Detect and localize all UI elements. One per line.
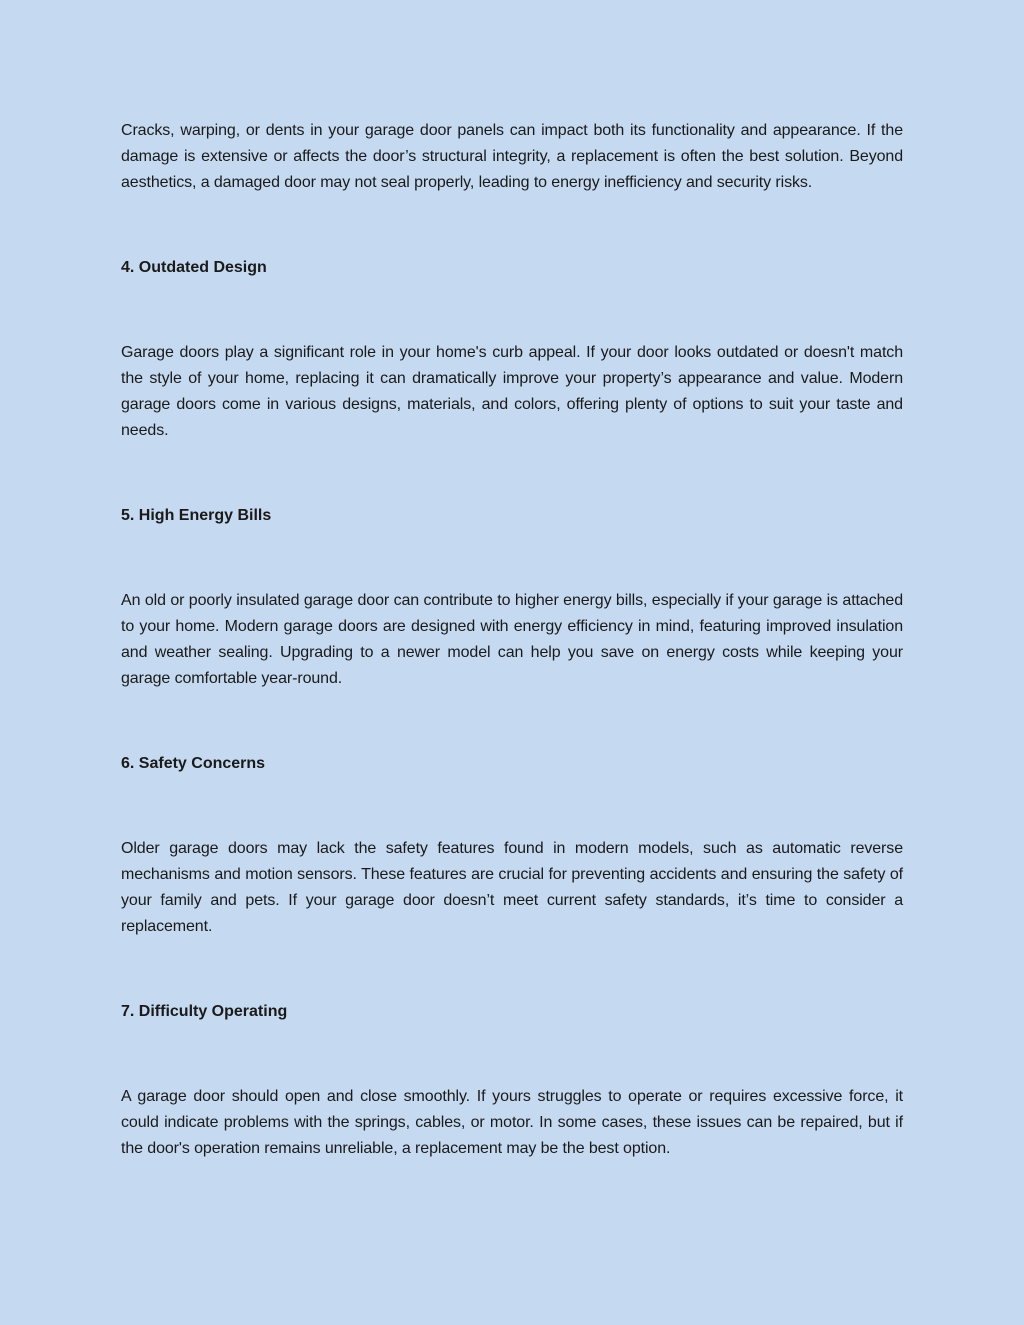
section-heading-difficulty-operating: 7. Difficulty Operating (121, 1003, 288, 1020)
section-body-outdated-design: Garage doors play a significant role in your home's curb appeal. If your door looks outdated or doesn't match the style of your home, replacing it can dramatically improve your property’s appearance and value. Modern garage doors come in various designs, materials, and colors, offering plenty of options to suit your taste and needs. (121, 344, 903, 439)
intro-paragraph: Cracks, warping, or dents in your garage door panels can impact both its functionality and appearance. If the damage is extensive or affects the door’s structural integrity, a replacement is often the best solution. Beyond aesthetics, a damaged door may not seal properly, leading to energy inefficiency and security risks. (121, 122, 903, 191)
document-body (121, 118, 903, 1162)
section-body-difficulty-operating: A garage door should open and close smoothly. If yours struggles to operate or requires excessive force, it could indicate problems with the springs, cables, or motor. In some cases, these issues can be repaired, but if the door's operation remains unreliable, a replacement may be the best option. (121, 1088, 903, 1157)
section-heading-high-energy-bills: 5. High Energy Bills (121, 507, 272, 524)
section-body-high-energy-bills: An old or poorly insulated garage door can contribute to higher energy bills, especially if your garage is attached to your home. Modern garage doors are designed with energy efficiency in mind, featuring improved insulation and weather sealing. Upgrading to a newer model can help you save on energy costs while keeping your garage comfortable year-round. (121, 592, 903, 687)
section-heading-outdated-design: 4. Outdated Design (121, 259, 267, 276)
section-body-safety-concerns: Older garage doors may lack the safety features found in modern models, such as automatic reverse mechanisms and motion sensors. These features are crucial for preventing accidents and ensuring the safety of your family and pets. If your garage door doesn’t meet current safety standards, it’s time to consider a replacement. (121, 840, 903, 935)
section-heading-safety-concerns: 6. Safety Concerns (121, 755, 266, 772)
